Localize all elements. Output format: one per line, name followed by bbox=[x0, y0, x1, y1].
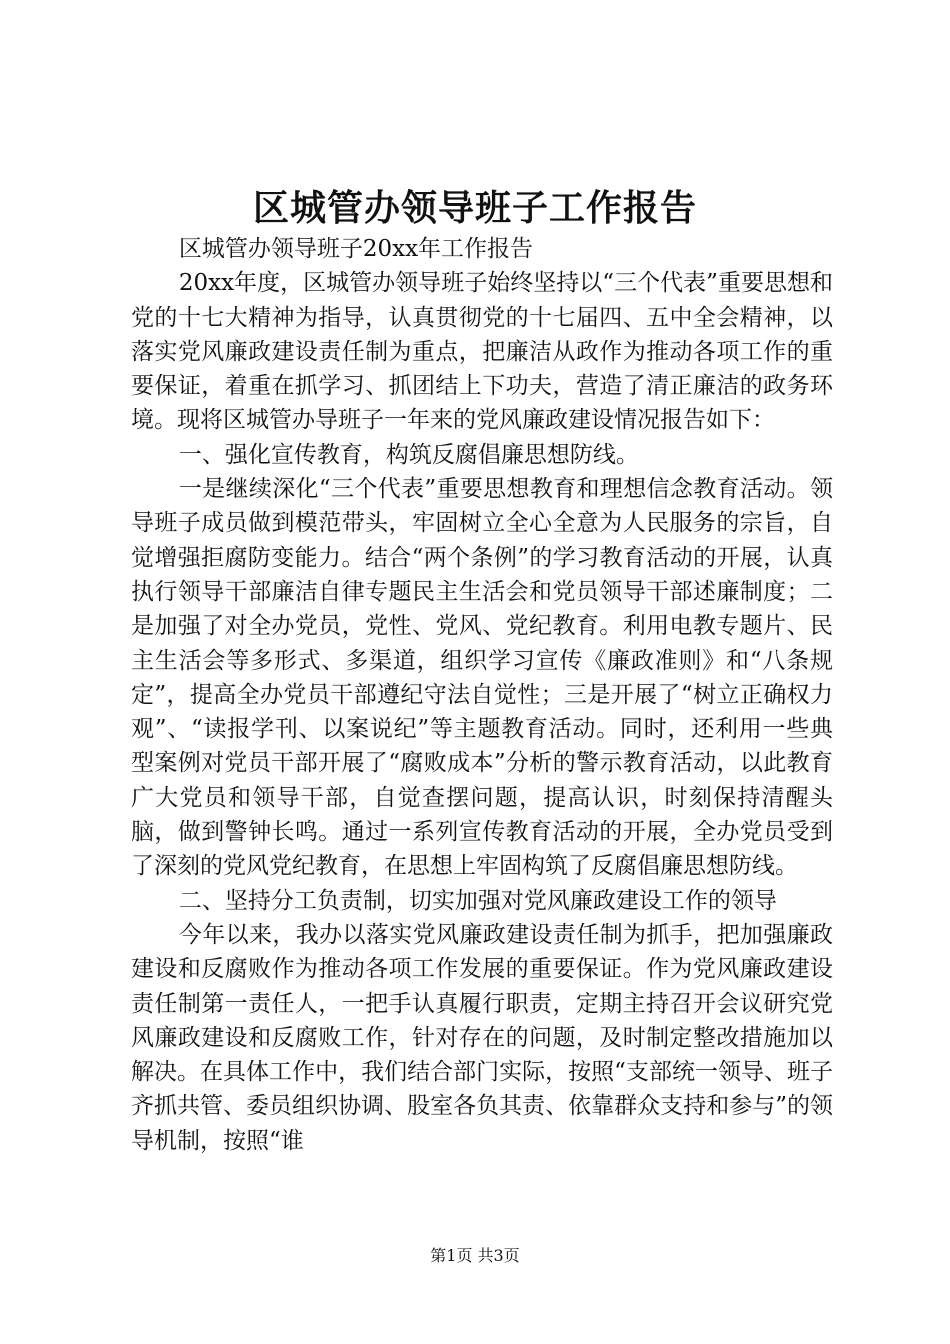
section-heading: 二、坚持分工负责制，切实加强对党风廉政建设工作的领导 bbox=[178, 887, 777, 914]
body-paragraph: 今年以来，我办以落实党风廉政建设责任制为抓手，把加强廉政建设和反腐败作为推动各项工作发展的重要保证。作为党风廉政建设责任制第一责任人，一把手认真履行职责，定期主持召开会议研究党风廉政建设和反腐败工作，针对存在的问题，及时制定整改措施加以解决。在具体工作中，我们结合部门实际，按照“支部统一领导、班子齐抓共管、委员组织协调、股室各负其责、依靠群众支持和参与”的领导机制，按照“谁 bbox=[131, 921, 833, 1154]
body-paragraph: 一是继续深化“三个代表”重要思想教育和理想信念教育活动。领导班子成员做到模范带头，牢固树立全心全意为人民服务的宗旨，自觉增强拒腐防变能力。结合“两个条例”的学习教育活动的开展，认真执行领导干部廉洁自律专题民主生活会和党员领导干部述廉制度；二是加强了对全办党员，党性、党风、党纪教育。利用电教专题片、民主生活会等多形式、多渠道，组织学习宣传《廉政准则》和“八条规定”，提高全办党员干部遵纪守法自觉性；三是开展了“树立正确权力观”、“读报学刊、以案说纪”等主题教育活动。同时，还利用一些典型案例对党员干部开展了“腐败成本”分析的警示教育活动，以此教育广大党员和领导干部，自觉查摆问题，提高认识，时刻保持清醒头脑，做到警钟长鸣。通过一系列宣传教育活动的开展，全办党员受到了深刻的党风党纪教育，在思想上牢固构筑了反腐倡廉思想防线。 bbox=[131, 476, 833, 880]
page-number-footer: 第1页 共3页 bbox=[430, 1246, 520, 1265]
document-title: 区城管办领导班子工作报告 bbox=[252, 187, 697, 229]
body-paragraph: 区城管办领导班子20xx年工作报告 bbox=[178, 236, 534, 262]
body-paragraph: 20xx年度，区城管办领导班子始终坚持以“三个代表”重要思想和党的十七大精神为指导，认真贯彻党的十七届四、五中全会精神，以落实党风廉政建设责任制为重点，把廉洁从政作为推动各项工作的重要保证，着重在抓学习、抓团结上下功夫，营造了清正廉洁的政务环境。现将区城管办导班子一年来的党风廉政建设情况报告如下： bbox=[131, 270, 833, 434]
document-body bbox=[131, 232, 833, 1158]
section-heading: 一、强化宣传教育，构筑反腐倡廉思想防线。 bbox=[178, 441, 639, 468]
